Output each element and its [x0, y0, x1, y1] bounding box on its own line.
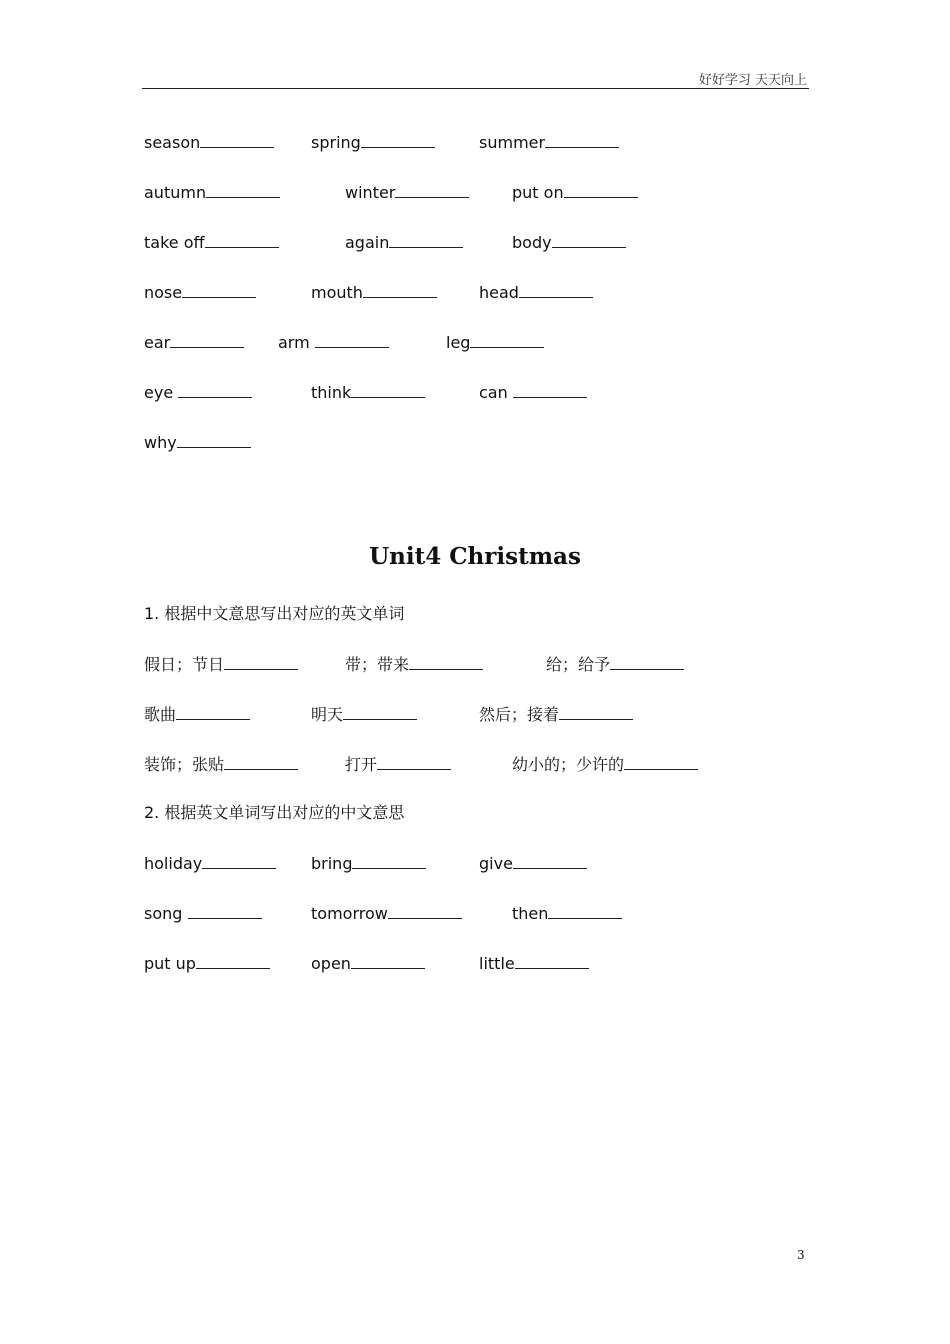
vocab-item: nose — [144, 282, 256, 303]
vocab-item: head — [479, 282, 593, 303]
header-motto: 好好学习 天天向上 — [698, 73, 807, 88]
answer-blank[interactable] — [564, 182, 638, 198]
exercise-item: open — [311, 953, 425, 974]
exercise-item: tomorrow — [311, 903, 462, 924]
answer-blank[interactable] — [388, 903, 462, 919]
exercise-item: 打开 — [345, 754, 451, 775]
exercise-item: holiday — [144, 853, 276, 874]
answer-blank[interactable] — [343, 704, 417, 720]
answer-blank[interactable] — [224, 754, 298, 770]
page-header — [142, 66, 809, 89]
answer-blank[interactable] — [377, 754, 451, 770]
vocab-item: why — [144, 432, 251, 453]
exercise-item: then — [512, 903, 622, 924]
answer-blank[interactable] — [513, 382, 587, 398]
vocab-item: season — [144, 132, 274, 153]
answer-blank[interactable] — [351, 382, 425, 398]
answer-blank[interactable] — [395, 182, 469, 198]
answer-blank[interactable] — [610, 654, 684, 670]
page-number: 3 — [797, 1248, 805, 1262]
answer-blank[interactable] — [352, 853, 426, 869]
answer-blank[interactable] — [176, 704, 250, 720]
answer-blank[interactable] — [178, 382, 252, 398]
answer-blank[interactable] — [552, 232, 626, 248]
answer-blank[interactable] — [188, 903, 262, 919]
answer-blank[interactable] — [513, 853, 587, 869]
vocab-item: spring — [311, 132, 435, 153]
vocab-item: think — [311, 382, 425, 403]
answer-blank[interactable] — [515, 953, 589, 969]
exercise-item: 装饰；张贴 — [144, 754, 298, 775]
answer-blank[interactable] — [361, 132, 435, 148]
exercise-item: give — [479, 853, 587, 874]
section2-instruction: 2. 根据英文单词写出对应的中文意思 — [144, 803, 405, 822]
answer-blank[interactable] — [196, 953, 270, 969]
answer-blank[interactable] — [624, 754, 698, 770]
exercise-item: little — [479, 953, 589, 974]
answer-blank[interactable] — [389, 232, 463, 248]
answer-blank[interactable] — [205, 232, 279, 248]
exercise-item: 给；给予 — [546, 654, 684, 675]
answer-blank[interactable] — [548, 903, 622, 919]
vocab-item: leg — [446, 332, 544, 353]
answer-blank[interactable] — [545, 132, 619, 148]
exercise-item: 明天 — [311, 704, 417, 725]
answer-blank[interactable] — [351, 953, 425, 969]
exercise-item: bring — [311, 853, 426, 874]
vocab-item: arm — [278, 332, 389, 353]
vocab-item: take off — [144, 232, 279, 253]
answer-blank[interactable] — [315, 332, 389, 348]
exercise-item: 假日；节日 — [144, 654, 298, 675]
exercise-item: put up — [144, 953, 270, 974]
answer-blank[interactable] — [182, 282, 256, 298]
answer-blank[interactable] — [177, 432, 251, 448]
answer-blank[interactable] — [202, 853, 276, 869]
vocab-item: winter — [345, 182, 469, 203]
exercise-item: 带；带来 — [345, 654, 483, 675]
exercise-item: song — [144, 903, 262, 924]
unit-title: Unit4 Christmas — [369, 543, 581, 570]
exercise-item: 幼小的；少许的 — [512, 754, 698, 775]
answer-blank[interactable] — [200, 132, 274, 148]
vocab-item: put on — [512, 182, 638, 203]
answer-blank[interactable] — [206, 182, 280, 198]
vocab-item: can — [479, 382, 587, 403]
answer-blank[interactable] — [559, 704, 633, 720]
exercise-item: 歌曲 — [144, 704, 250, 725]
answer-blank[interactable] — [224, 654, 298, 670]
vocab-item: eye — [144, 382, 252, 403]
vocab-item: ear — [144, 332, 244, 353]
vocab-item: autumn — [144, 182, 280, 203]
vocab-item: mouth — [311, 282, 437, 303]
answer-blank[interactable] — [363, 282, 437, 298]
answer-blank[interactable] — [470, 332, 544, 348]
answer-blank[interactable] — [170, 332, 244, 348]
vocab-item: summer — [479, 132, 619, 153]
section1-instruction: 1. 根据中文意思写出对应的英文单词 — [144, 604, 405, 623]
answer-blank[interactable] — [409, 654, 483, 670]
answer-blank[interactable] — [519, 282, 593, 298]
vocab-item: again — [345, 232, 463, 253]
exercise-item: 然后；接着 — [479, 704, 633, 725]
vocab-item: body — [512, 232, 626, 253]
